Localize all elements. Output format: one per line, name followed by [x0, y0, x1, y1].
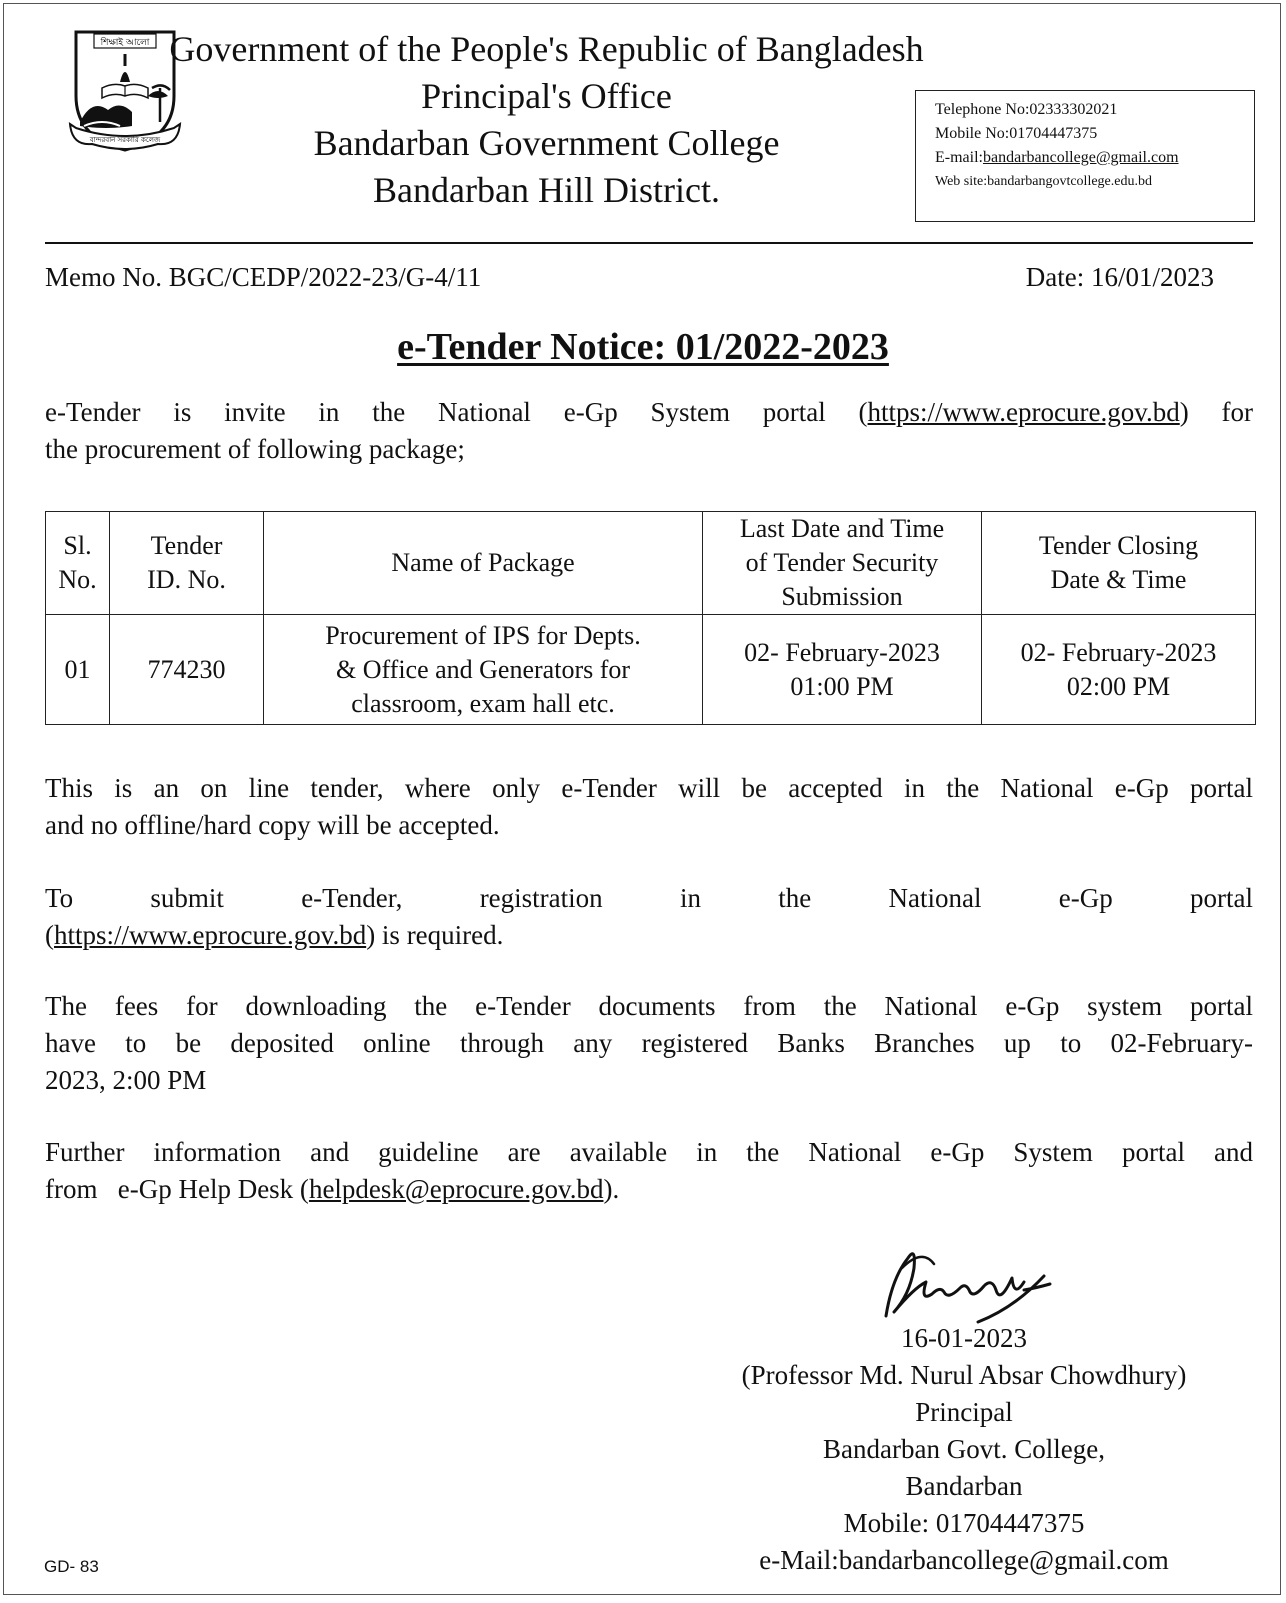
signer-email: e-Mail:bandarbancollege@gmail.com	[759, 1545, 1169, 1575]
header-college: Bandarban Government College	[313, 123, 780, 163]
cell-tender-id: 774230	[110, 615, 264, 725]
cell-package: Procurement of IPS for Depts. & Office and Generators for classroom, exam hall etc.	[264, 615, 703, 725]
logo-motto: শিক্ষাই আলো	[100, 38, 150, 48]
header-divider	[45, 242, 1253, 244]
header-office: Principal's Office	[421, 76, 672, 116]
table-row	[46, 615, 1256, 725]
notice-page	[3, 3, 1281, 1595]
signer-place: Bandarban	[905, 1471, 1023, 1501]
cell-security: 02- February-2023 01:00 PM	[703, 615, 982, 725]
signer-mobile: Mobile: 01704447375	[843, 1508, 1085, 1538]
eprocure-link[interactable]: https://www.eprocure.gov.bd	[867, 397, 1180, 427]
header-title	[154, 26, 939, 214]
contact-email: E-mail:bandarbancollege@gmail.com	[935, 149, 1179, 166]
table-header-row	[46, 512, 1256, 615]
helpdesk-link[interactable]: helpdesk@eprocure.gov.bd	[308, 1174, 604, 1204]
principal-signature	[874, 1238, 1074, 1328]
eprocure-link-2[interactable]: https://www.eprocure.gov.bd	[54, 920, 367, 950]
notice-title: e-Tender Notice: 01/2022-2023	[397, 326, 889, 368]
tender-table	[45, 511, 1256, 725]
memo-date: Date: 16/01/2023	[1025, 262, 1214, 292]
cell-sl: 01	[46, 615, 110, 725]
contact-website: Web site:bandarbangovtcollege.edu.bd	[935, 174, 1152, 189]
header-sl: Sl. No.	[46, 512, 110, 615]
signer-date: 16-01-2023	[901, 1323, 1027, 1353]
signer-name: (Professor Md. Nurul Absar Chowdhury)	[741, 1360, 1187, 1390]
memo-number: Memo No. BGC/CEDP/2022-23/G-4/11	[45, 262, 482, 292]
contact-email-link[interactable]: bandarbancollege@gmail.com	[982, 149, 1179, 166]
intro-paragraph: e-Tender is invite in the National e-Gp System portal (https://www.eprocure.gov.bd) for the procurement of following package;	[45, 397, 1253, 464]
header-tender-id: Tender ID. No.	[110, 512, 264, 615]
header-security: Last Date and Time of Tender Security Submission	[703, 512, 982, 615]
contact-telephone: Telephone No:02333302021	[935, 101, 1118, 118]
signer-block	[654, 1320, 1274, 1579]
header-district: Bandarban Hill District.	[373, 170, 720, 210]
further-paragraph: Further information and guideline are available in the National e-Gp System portal and from e-Gp Help Desk (helpdesk@eprocure.gov.bd).	[45, 1137, 1253, 1204]
header-government: Government of the People's Republic of Bangladesh	[169, 29, 924, 69]
cell-closing: 02- February-2023 02:00 PM	[982, 615, 1256, 725]
signer-designation: Principal	[915, 1397, 1013, 1427]
contact-mobile: Mobile No:01704447375	[935, 125, 1098, 142]
online-paragraph: This is an on line tender, where only e-Tender will be accepted in the National e-Gp portal and no offline/hard copy will be accepted.	[45, 773, 1253, 840]
header-package: Name of Package	[264, 512, 703, 615]
register-paragraph: To submit e-Tender, registration in the National e-Gp portal (https://www.eprocure.gov.bd) is required.	[45, 883, 1254, 950]
footer-code: GD- 83	[44, 1557, 99, 1576]
header-closing: Tender Closing Date & Time	[982, 512, 1256, 615]
signer-college: Bandarban Govt. College,	[823, 1434, 1105, 1464]
contact-box	[915, 90, 1255, 222]
fees-paragraph: The fees for downloading the e-Tender documents from the National e-Gp system portal have to be deposited online through any registered Banks Branches up to 02-February- 2023, 2:00 PM	[45, 991, 1253, 1095]
logo-college-name: বান্দরবান সরকারি কলেজ	[89, 136, 161, 144]
